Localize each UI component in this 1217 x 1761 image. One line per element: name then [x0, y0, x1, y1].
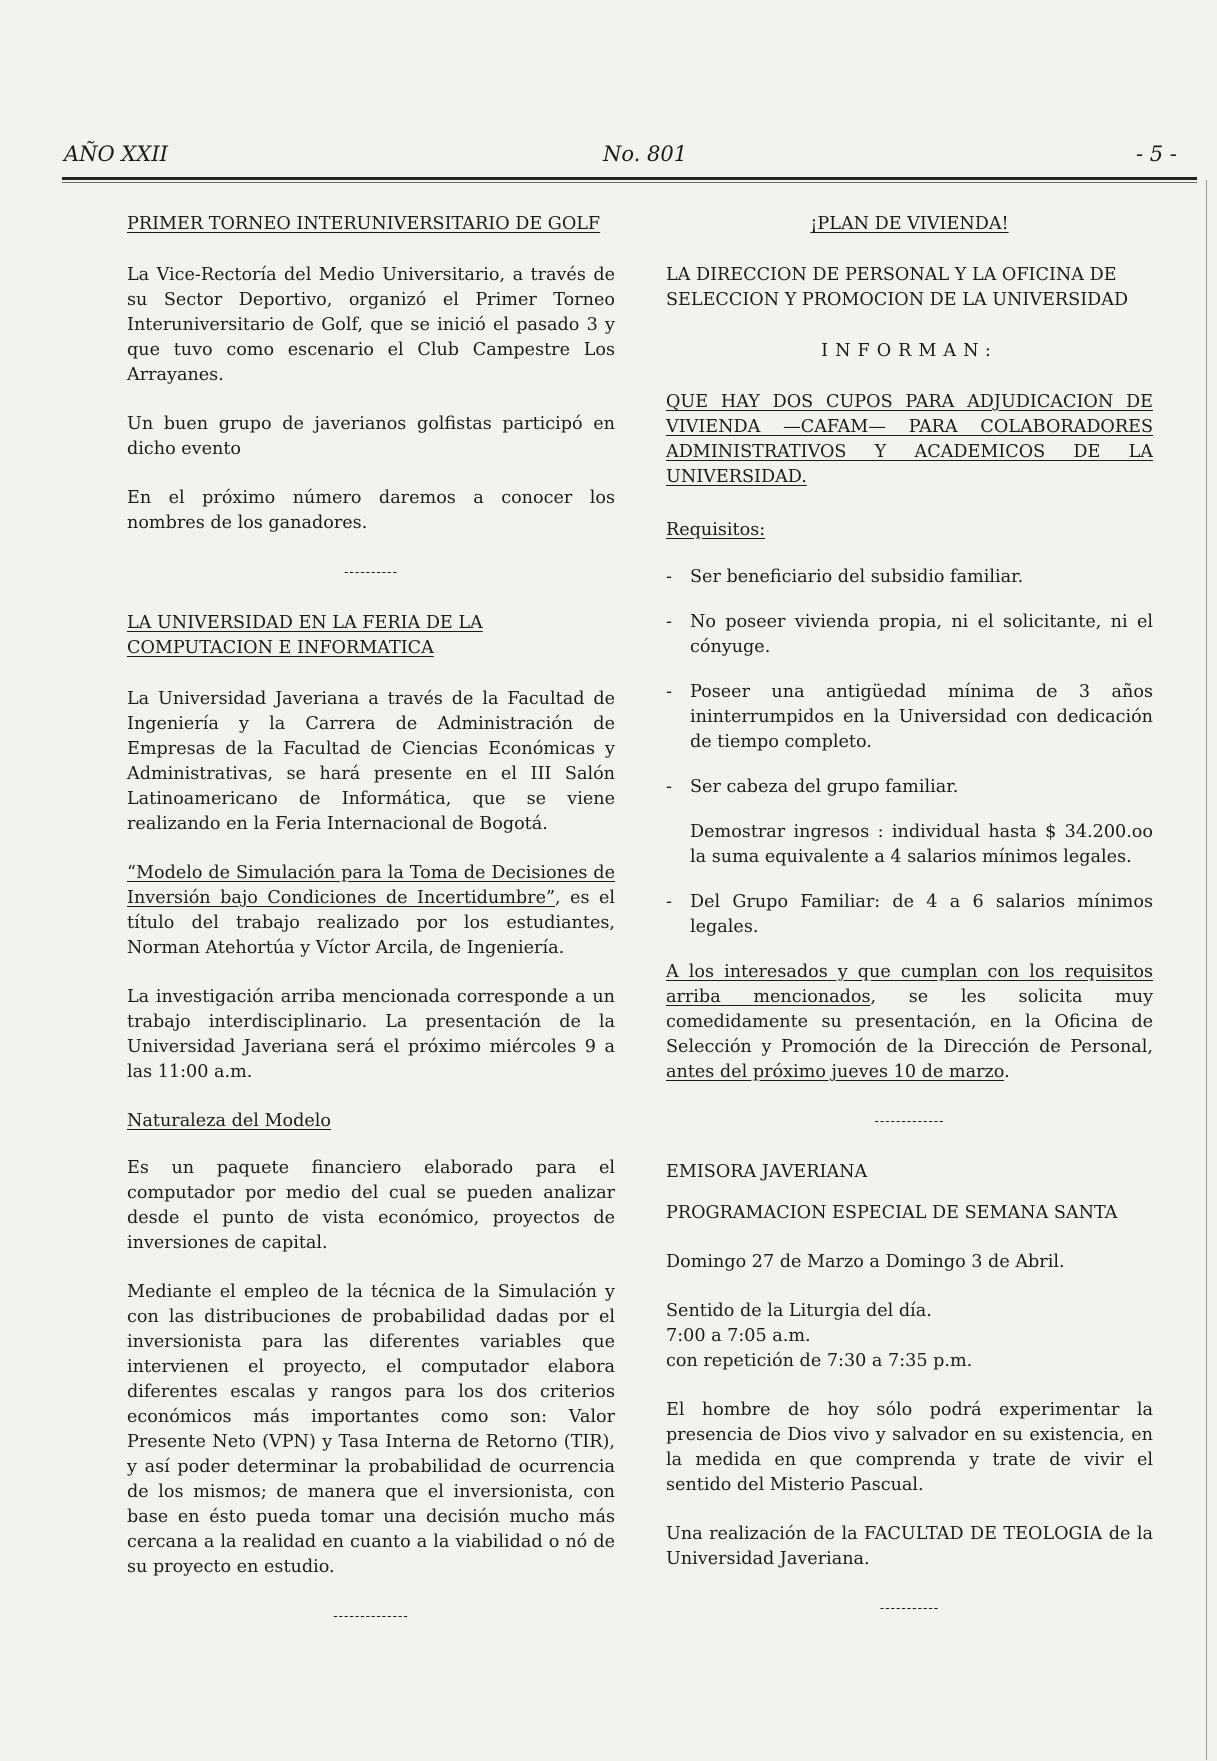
requirement-item: - Del Grupo Familiar: de 4 a 6 salarios mínimos legales. — [666, 890, 1153, 940]
golf-paragraph-3: En el próximo número daremos a conocer los nombres de los ganadores. — [127, 488, 615, 533]
feria-paragraph-2 — [127, 861, 615, 961]
right-edge-line — [1206, 180, 1207, 1760]
requirement-item: - Poseer una antigüedad mínima de 3 años ininterrumpidos en la Universidad con dedicación de tiempo completo. — [666, 680, 1153, 755]
emisora-subtitle: PROGRAMACION ESPECIAL DE SEMANA SANTA — [666, 1203, 1118, 1223]
separator: ---------- — [344, 565, 398, 580]
issue-number: No. 801 — [603, 142, 688, 166]
informan-label: INFORMAN: — [821, 341, 998, 361]
requirement-text: Ser beneficiario del subsidio familiar. — [690, 567, 1024, 587]
vivienda-intro: LA DIRECCION DE PERSONAL Y LA OFICINA DE SELECCION Y PROMOCION DE LA UNIVERSIDAD — [666, 265, 1129, 310]
feria-paragraph-4: Es un paquete financiero elaborado para el computador por medio del cual se pueden analizar desde el punto de vista económico, proyectos de inversiones de capital. — [127, 1158, 615, 1253]
requirement-item: - No poseer vivienda propia, ni el solicitante, ni el cónyuge. — [666, 610, 1153, 660]
golf-paragraph-1: La Vice-Rectoría del Medio Universitario, a través de su Sector Deportivo, organizó el Primer Torneo Interuniversitario de Golf, que se inició el pasado 3 y que tuvo como escenario el Club Campestre Los Arrayanes. — [127, 265, 615, 385]
emisora-line-1: Sentido de la Liturgia del día. — [666, 1301, 932, 1321]
feria-paragraph-5: Mediante el empleo de la técnica de la Simulación y con las distribuciones de probabilidad dadas por el inversionista para las diferentes variables que intervienen el proyecto, el computador elabora diferentes escalas y rangos para los dos criterios económicos más importantes como son: Valor Presente Neto (VPN) y Tasa Interna de Retorno (TIR), y así poder determinar la probabilidad de ocurrencia de los mismos; de manera que el inversionista, con base en ésto pueda tomar una decisión mucho más cercana a la realidad en cuanto a la viabilidad o nó de su proyecto en estudio. — [127, 1282, 615, 1577]
feria-title: LA UNIVERSIDAD EN LA FERIA DE LA COMPUTACION E INFORMATICA — [127, 613, 483, 658]
emisora-paragraph-2: Una realización de la FACULTAD DE TEOLOGIA de la Universidad Javeriana. — [666, 1524, 1153, 1569]
model-subtitle: Naturaleza del Modelo — [127, 1111, 331, 1131]
separator: ------------- — [874, 1114, 945, 1129]
closing-underlined: A los interesados y que cumplan con los requisitos arriba mencionados — [666, 962, 1153, 1007]
year-label: AÑO XXII — [64, 142, 168, 166]
closing-end: . — [1004, 1062, 1010, 1082]
left-column — [127, 212, 615, 1655]
emisora-line-2: 7:00 a 7:05 a.m. — [666, 1326, 811, 1346]
golf-title: PRIMER TORNEO INTERUNIVERSITARIO DE GOLF — [127, 214, 601, 234]
closing-middle: , se les solicita muy comedidamente su presentación, en la Oficina de Selección y Promoción de la Dirección de Personal, — [666, 987, 1154, 1057]
separator: ----------- — [879, 1601, 940, 1616]
model-title: “Modelo de Simulación para la Toma de Decisiones de Inversión bajo Condiciones de Incertidumbre” — [127, 863, 615, 908]
requirement-text: No poseer vivienda propia, ni el solicitante, ni el cónyuge. — [690, 612, 1153, 657]
right-column — [666, 212, 1153, 1647]
header-rule-thin — [62, 182, 1197, 183]
vivienda-closing — [666, 960, 1153, 1085]
feria-paragraph-1: La Universidad Javeriana a través de la Facultad de Ingeniería y la Carrera de Administración de Empresas de la Facultad de Ciencias Económicas y Administrativas, se hará presente en el III Salón Latinoamericano de Informática, que se viene realizando en la Feria Internacional de Bogotá. — [127, 689, 615, 834]
requirement-text: Del Grupo Familiar: de 4 a 6 salarios mínimos legales. — [690, 892, 1153, 937]
requirement-text: Ser cabeza del grupo familiar. — [690, 777, 959, 797]
header-rule — [62, 177, 1197, 180]
page-header — [0, 142, 1217, 178]
closing-deadline: antes del próximo jueves 10 de marzo — [666, 1062, 1005, 1082]
vivienda-title: ¡PLAN DE VIVIENDA! — [810, 214, 1009, 234]
requirement-text: Poseer una antigüedad mínima de 3 años ininterrumpidos en la Universidad con dedicación de tiempo completo. — [690, 682, 1153, 752]
page-number: - 5 - — [1136, 142, 1177, 166]
separator: -------------- — [333, 1609, 409, 1624]
feria-paragraph-2-rest: , es el título del trabajo realizado por los estudiantes, Norman Atehortúa y Víctor Arcila, de Ingeniería. — [127, 888, 615, 958]
emisora-title: EMISORA JAVERIANA — [666, 1162, 868, 1182]
requirement-item: - Ser beneficiario del subsidio familiar. — [666, 565, 1153, 590]
golf-paragraph-2: Un buen grupo de javerianos golfistas participó en dicho evento — [127, 414, 615, 459]
requirements-title: Requisitos: — [666, 520, 766, 540]
feria-paragraph-3: La investigación arriba mencionada corresponde a un trabajo interdisciplinario. La presentación de la Universidad Javeriana será el próximo miércoles 9 a las 11:00 a.m. — [127, 987, 615, 1082]
emisora-dates: Domingo 27 de Marzo a Domingo 3 de Abril. — [666, 1252, 1065, 1272]
requirement-item: - Ser cabeza del grupo familiar. — [666, 775, 1153, 800]
emisora-paragraph-1: El hombre de hoy sólo podrá experimentar la presencia de Dios vivo y salvador en su existencia, en la medida en que comprenda y trate de vivir el sentido del Misterio Pascual. — [666, 1400, 1153, 1495]
emisora-line-3: con repetición de 7:30 a 7:35 p.m. — [666, 1351, 973, 1371]
requirement-income: Demostrar ingresos : individual hasta $ 34.200.oo la suma equivalente a 4 salarios mínimos legales. — [690, 822, 1153, 867]
vivienda-announcement: QUE HAY DOS CUPOS PARA ADJUDICACION DE VIVIENDA —CAFAM— PARA COLABORADORES ADMINISTRATIVOS Y ACADEMICOS DE LA UNIVERSIDAD. — [666, 392, 1153, 487]
